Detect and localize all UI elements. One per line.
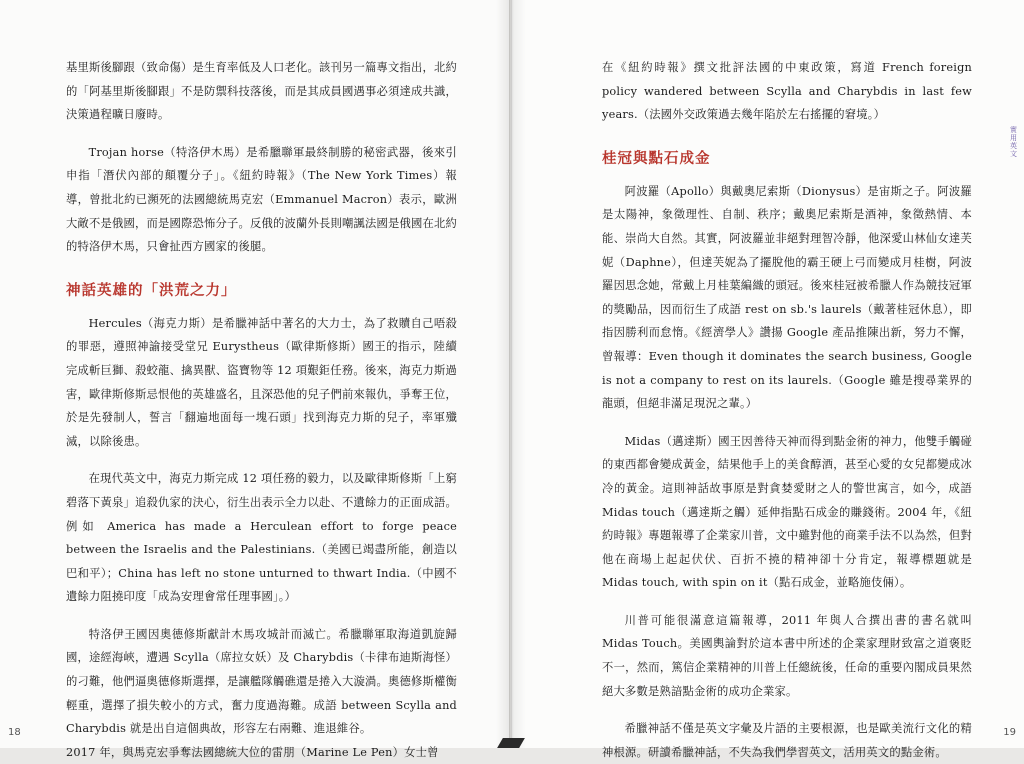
section-heading: 神話英雄的「洪荒之力」 <box>66 282 237 299</box>
paragraph: 特洛伊王國因奧德修斯獻計木馬攻城計而滅亡。希臘聯軍取海道凱旋歸國，途經海峽，遭遇 Scylla（席拉女妖）及 Charybdis（卡律布迪斯海怪）的刁難，他們逼奧德修斯選擇，是讓艦隊觸礁還是捲入大漩渦。奧德修斯權衡輕重，選擇了損失較小的方式，奮力度過海難。成語 between Scylla and Charybdis 就是出自這個典故，形容左右兩難、進退維谷。 <box>66 627 457 736</box>
paragraph: Trojan horse（特洛伊木馬）是希臘聯軍最終制勝的秘密武器，後來引申指「潛伏內部的顛覆分子」。《紐約時報》（The New York Times）報導，曾批北約已瀕死的法國總統馬克宏（Emmanuel Macron）表示，歐洲大敵不是俄國，而是國際恐怖分子。反俄的波蘭外長則嘲諷法國是俄國在北約的特洛伊木馬，只會扯西方國家的後腿。 <box>66 145 457 254</box>
paragraph: 基里斯後腳跟（致命傷）是生育率低及人口老化。該刊另一篇專文指出，北約的「阿基里斯後腳跟」不是防禦科技落後，而是其成員國遇事必須達成共識，決策過程曠日廢時。 <box>66 61 457 122</box>
right-page <box>512 0 1024 759</box>
paragraph: 阿波羅（Apollo）與戴奧尼索斯（Dionysus）是宙斯之子。阿波羅是太陽神，象徵理性、自制、秩序；戴奧尼索斯是酒神，象徵熱情、本能、崇尚大自然。其實，阿波羅並非絕對理智冷靜，他深愛山林仙女達芙妮（Daphne），但達芙妮為了擺脫他的霸王硬上弓而變成月桂樹，阿波羅因思念她，常戴上月桂葉編織的頭冠。後來桂冠被希臘人作為競技冠軍的獎勵品，因而衍生了成語 rest on sb.'s laurels（戴著桂冠休息），即指因勝利而怠惰。《經濟學人》讚揚 Google 產品推陳出新，努力不懈，曾報導：Even though it dominates the search business, Google is not a company to rest on its laurels.（Google 雖是搜尋業界的龍頭，但絕非滿足現況之輩。） <box>602 184 972 411</box>
paragraph: 2017 年，與馬克宏爭奪法國總統大位的雷朋（Marine Le Pen）女士曾 <box>66 745 439 759</box>
paragraph: 在《紐約時報》撰文批評法國的中東政策，寫道 French foreign policy wandered between Scylla and Charybdis in last few years.（法國外交政策過去幾年陷於左右搖擺的窘境。） <box>602 61 972 122</box>
paragraph: Midas（邁達斯）國王因善待天神而得到點金術的神力，他雙手觸碰的東西都會變成黃金，結果他手上的美食醇酒，甚至心愛的女兒都變成冰冷的黃金。這則神話故事原是對貪婪愛財之人的警世寓言，如今，成語 Midas touch（邁達斯之觸）延伸指點石成金的賺錢術。2004 年，《紐約時報》專題報導了企業家川普，文中雖對他的商業手法不以為然，但對他在商場上起起伏伏、百折不撓的精神卻十分肯定，報導標題就是 Midas touch, with spin on it（點石成金，並略施伎倆）。 <box>602 434 972 590</box>
side-tab-label: 實用英文 <box>1010 126 1017 158</box>
paragraph: 希臘神話不僅是英文字彙及片語的主要根源，也是歐美流行文化的精神根源。研讀希臘神話，不失為我們學習英文，活用英文的點金術。 <box>602 722 972 759</box>
page-number: 19 <box>1003 727 1016 738</box>
left-page <box>0 0 510 759</box>
paragraph: 在現代英文中，海克力斯完成 12 項任務的毅力，以及歐律斯修斯「上窮碧落下黃泉」追殺仇家的決心，衍生出表示全力以赴、不遺餘力的正面成語。例如 America has made a Herculean effort to forge peace between the Israelis and the Palestinians.（美國已竭盡所能，創造以巴和平）；China has left no stone unturned to thwart India.（中國不遺餘力阻撓印度「成為安理會常任理事國」。） <box>66 472 457 604</box>
paragraph: 川普可能很滿意這篇報導，2011 年與人合撰出書的書名就叫 Midas Touch。美國輿論對於這本書中所述的企業家理財致富之道褒貶不一，然而，篤信企業精神的川普上任總統後，任命的重要內閣成員果然絕大多數是熟諳點金術的成功企業家。 <box>602 613 972 698</box>
section-heading: 桂冠與點石成金 <box>602 150 711 167</box>
paragraph: Hercules（海克力斯）是希臘神話中著名的大力士，為了救贖自己唔殺的罪惡，遵照神諭接受堂兄 Eurystheus（歐律斯修斯）國王的指示，陸續完成斬巨獅、殺蛟龍、擒異獸、盜寶物等 12 項艱鉅任務。後來，海克力斯過害，歐律斯修斯忌恨他的英雄盛名，且深恐他的兒子們前來報仇，爭奪王位，於是先發制人，誓言「翻遍地面每一塊石頭」找到海克力斯的兒子，率軍殲滅，以除後患。 <box>66 316 457 448</box>
page-number: 18 <box>8 727 21 738</box>
